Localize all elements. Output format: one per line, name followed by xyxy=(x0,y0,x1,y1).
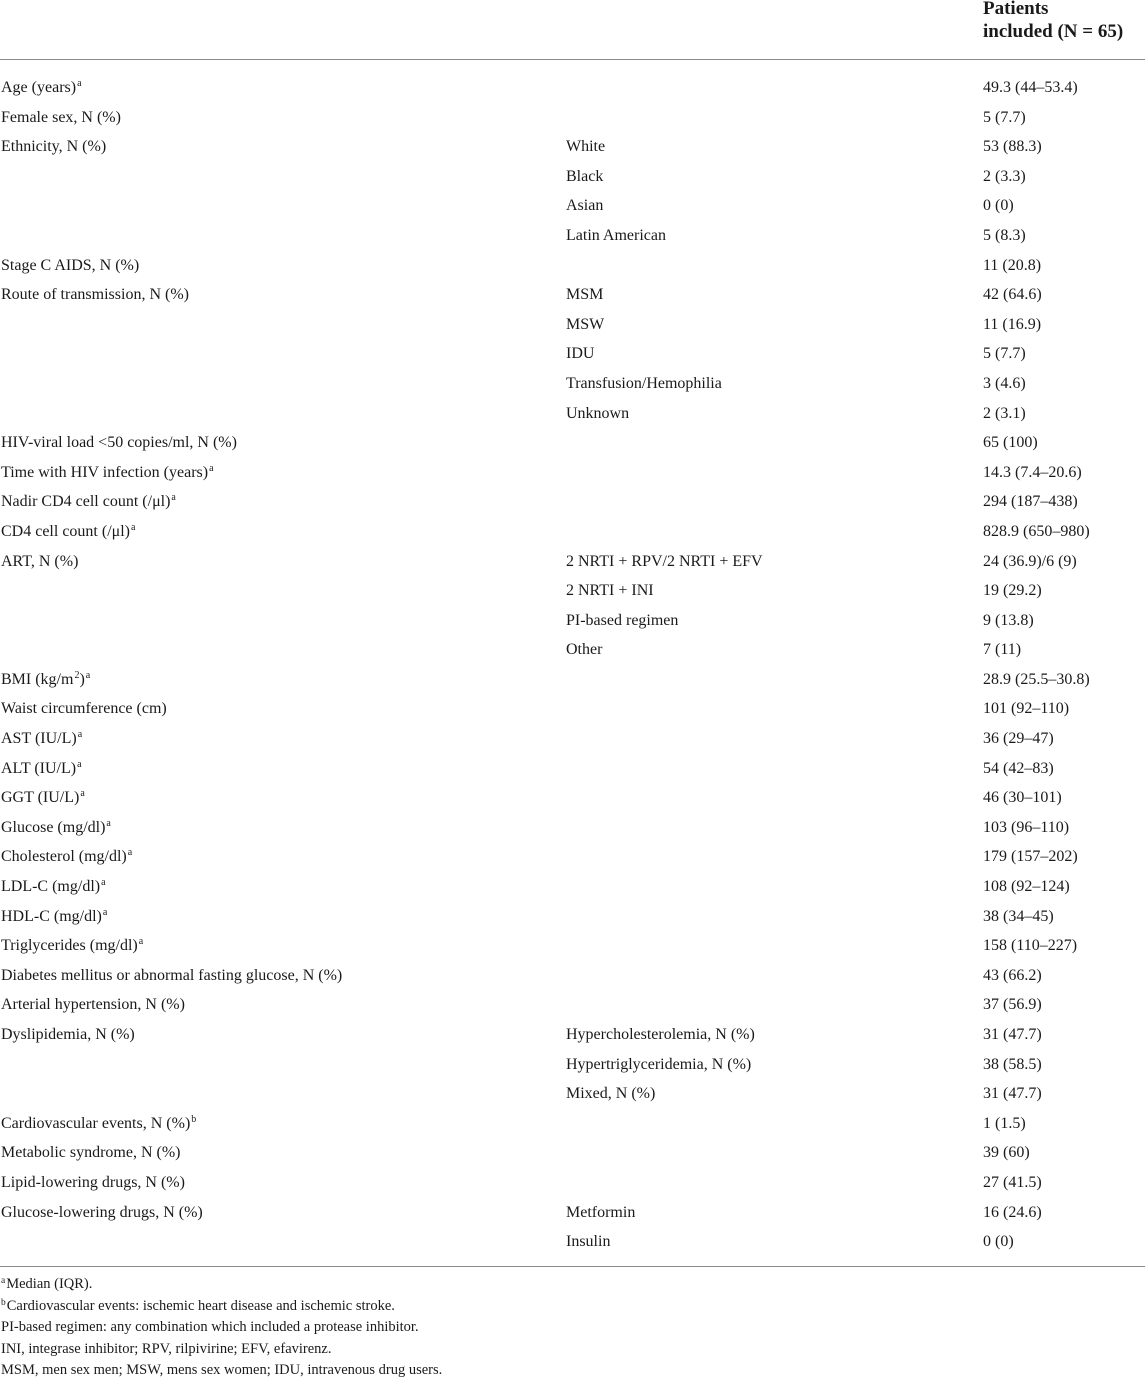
row-label xyxy=(1,1109,196,1139)
table-body xyxy=(0,60,1145,1257)
row-value: 31 (47.7) xyxy=(983,1026,1042,1043)
row-label-superscript: a xyxy=(138,936,144,948)
row-value: 54 (42–83) xyxy=(983,759,1054,777)
row-value: 3 (4.6) xyxy=(983,374,1026,392)
row-subcategory: Other xyxy=(566,641,603,659)
row-value: 0 (0) xyxy=(983,197,1014,215)
row-value: 103 (96–110) xyxy=(983,818,1070,836)
row-label-text: Arterial hypertension, N (%) xyxy=(1,996,185,1014)
table-row xyxy=(0,1227,1145,1257)
row-value: 9 (13.8) xyxy=(983,611,1034,629)
column-header-line-1: Patients xyxy=(983,0,1049,19)
table-row xyxy=(0,694,1145,724)
row-label-tail: ) xyxy=(79,670,85,688)
row-value: 19 (29.2) xyxy=(983,582,1042,600)
row-value: 11 (20.8) xyxy=(983,256,1042,274)
row-value: 43 (66.2) xyxy=(983,966,1042,984)
table-row xyxy=(0,813,1145,843)
table-row xyxy=(0,1168,1145,1198)
row-label xyxy=(1,487,176,517)
table-row xyxy=(0,132,1145,162)
row-subcategory: 2 NRTI + RPV/2 NRTI + EFV xyxy=(566,552,763,570)
footnote-text: INI, integrase inhibitor; RPV, rilpivirine; EFV, efavirenz. xyxy=(1,1340,332,1357)
footnote-text: PI-based regimen: any combination which included a protease inhibitor. xyxy=(1,1319,419,1336)
row-label-superscript: a xyxy=(171,492,176,504)
row-label-text: Diabetes mellitus or abnormal fasting glucose, N (%) xyxy=(1,966,343,984)
row-value: 28.9 (25.5–30.8) xyxy=(983,670,1090,688)
table-row xyxy=(0,487,1145,517)
row-label xyxy=(1,1138,181,1168)
row-label-text: ART, N (%) xyxy=(1,552,79,570)
row-label-text: CD4 cell count (/μl) xyxy=(1,522,130,540)
row-label xyxy=(1,754,82,784)
footnote-marker: a xyxy=(1,1276,6,1286)
row-label xyxy=(1,280,189,310)
table-row xyxy=(0,931,1145,961)
table-row xyxy=(0,872,1145,902)
row-label-text: HIV-viral load <50 copies/ml, N (%) xyxy=(1,434,237,452)
table-row xyxy=(0,310,1145,340)
row-value: 0 (0) xyxy=(983,1233,1014,1251)
row-label xyxy=(1,813,111,843)
table-row xyxy=(0,902,1145,932)
row-label-superscript: 2 xyxy=(74,669,80,681)
row-label xyxy=(1,458,214,488)
row-value: 158 (110–227) xyxy=(983,937,1078,955)
table-row xyxy=(0,399,1145,429)
row-label-superscript: a xyxy=(209,462,214,474)
table-row xyxy=(0,1109,1145,1139)
row-label-superscript: a xyxy=(131,521,136,533)
row-value: 65 (100) xyxy=(983,434,1038,452)
row-subcategory: Metformin xyxy=(566,1203,636,1221)
column-header-patients-included xyxy=(983,0,1145,43)
row-value: 294 (187–438) xyxy=(983,493,1078,511)
row-label-text: Cardiovascular events, N (%) xyxy=(1,1114,191,1132)
table-row xyxy=(0,191,1145,221)
row-subcategory: Hypertriglyceridemia, N (%) xyxy=(566,1055,752,1073)
row-value: 24 (36.9)/6 (9) xyxy=(983,552,1077,570)
row-label-text: Age (years) xyxy=(1,79,77,96)
column-header-line-2: included (N = 65) xyxy=(983,21,1124,42)
row-label-superscript: a xyxy=(80,788,85,800)
row-label xyxy=(1,132,106,162)
row-label xyxy=(1,1198,203,1228)
table-row xyxy=(0,162,1145,192)
row-label-superscript: a xyxy=(77,78,82,89)
row-value: 46 (30–101) xyxy=(983,789,1062,807)
row-value: 828.9 (650–980) xyxy=(983,522,1090,540)
row-label xyxy=(1,842,132,872)
row-value: 108 (92–124) xyxy=(983,878,1070,896)
row-subcategory: Unknown xyxy=(566,404,630,422)
row-label xyxy=(1,990,185,1020)
row-label xyxy=(1,517,135,547)
table-row xyxy=(0,73,1145,103)
row-label xyxy=(1,73,82,103)
row-subcategory: IDU xyxy=(566,345,595,363)
row-subcategory: 2 NRTI + INI xyxy=(566,582,654,600)
row-label-superscript: b xyxy=(191,1113,197,1125)
table-row xyxy=(0,606,1145,636)
row-value: 38 (34–45) xyxy=(983,907,1054,925)
row-label-text: Cholesterol (mg/dl) xyxy=(1,848,127,866)
row-value: 11 (16.9) xyxy=(983,315,1042,333)
table-row xyxy=(0,961,1145,991)
row-label-superscript: a xyxy=(77,758,82,770)
table-row xyxy=(0,635,1145,665)
table-row xyxy=(0,576,1145,606)
row-value: 42 (64.6) xyxy=(983,286,1042,304)
row-label xyxy=(1,103,121,133)
row-subcategory: Asian xyxy=(566,197,604,215)
table-row xyxy=(0,339,1145,369)
table-row xyxy=(0,369,1145,399)
row-label-text: Glucose-lowering drugs, N (%) xyxy=(1,1203,203,1221)
footnote xyxy=(1,1339,442,1361)
row-label-text: Waist circumference (cm) xyxy=(1,700,167,718)
row-label-text: LDL-C (mg/dl) xyxy=(1,878,101,896)
row-value: 49.3 (44–53.4) xyxy=(983,79,1078,96)
table-row xyxy=(0,103,1145,133)
table-row xyxy=(0,783,1145,813)
row-label-text: GGT (IU/L) xyxy=(1,789,80,807)
row-subcategory: Black xyxy=(566,167,604,185)
row-subcategory: White xyxy=(566,138,606,156)
footnote-text: Median (IQR). xyxy=(6,1276,93,1292)
row-label xyxy=(1,902,107,932)
row-subcategory: Latin American xyxy=(566,226,666,244)
row-value: 5 (8.3) xyxy=(983,226,1026,244)
row-value: 2 (3.3) xyxy=(983,167,1026,185)
row-label-text: HDL-C (mg/dl) xyxy=(1,907,102,925)
row-label xyxy=(1,872,106,902)
row-label xyxy=(1,665,90,695)
row-label xyxy=(1,547,78,577)
row-label xyxy=(1,724,82,754)
row-label-superscript: a xyxy=(101,877,106,889)
row-label-superscript: a xyxy=(106,817,111,829)
row-label xyxy=(1,931,143,961)
row-subcategory: MSW xyxy=(566,315,605,333)
row-label-superscript: a xyxy=(102,906,108,918)
row-value: 5 (7.7) xyxy=(983,345,1026,363)
row-value: 36 (29–47) xyxy=(983,730,1054,748)
row-label-superscript-2: a xyxy=(85,669,91,681)
table-row xyxy=(0,428,1145,458)
table-row xyxy=(0,1198,1145,1228)
row-label-text: AST (IU/L) xyxy=(1,730,77,748)
row-label-superscript: a xyxy=(127,847,133,859)
row-label-text: Glucose (mg/dl) xyxy=(1,818,106,836)
table-row xyxy=(0,517,1145,547)
row-label-text: Metabolic syndrome, N (%) xyxy=(1,1144,181,1162)
row-label-text: Route of transmission, N (%) xyxy=(1,286,189,304)
footnote xyxy=(1,1296,442,1318)
table-row xyxy=(0,1138,1145,1168)
table-row xyxy=(0,1079,1145,1109)
footnote-marker: b xyxy=(1,1297,6,1308)
row-value: 14.3 (7.4–20.6) xyxy=(983,463,1082,481)
table-row xyxy=(0,724,1145,754)
row-label-superscript: a xyxy=(77,729,83,741)
row-value: 53 (88.3) xyxy=(983,138,1042,156)
row-label-text: Lipid-lowering drugs, N (%) xyxy=(1,1173,185,1191)
row-subcategory: Insulin xyxy=(566,1233,611,1251)
row-label-text: Time with HIV infection (years) xyxy=(1,463,209,481)
footnote xyxy=(1,1317,442,1339)
table-header xyxy=(0,0,1145,60)
table-row xyxy=(0,458,1145,488)
row-value: 2 (3.1) xyxy=(983,404,1026,422)
row-label xyxy=(1,694,167,724)
row-value: 101 (92–110) xyxy=(983,700,1070,718)
table-row xyxy=(0,754,1145,784)
footnote xyxy=(1,1274,442,1296)
row-label-text: BMI (kg/m xyxy=(1,670,74,688)
row-value: 7 (11) xyxy=(983,641,1022,659)
row-value: 16 (24.6) xyxy=(983,1203,1042,1221)
row-subcategory: Hypercholesterolemia, N (%) xyxy=(566,1026,755,1043)
footnote xyxy=(1,1360,442,1382)
row-value: 1 (1.5) xyxy=(983,1114,1026,1132)
row-label xyxy=(1,1168,185,1198)
table-row xyxy=(0,280,1145,310)
row-label xyxy=(1,428,237,458)
row-value: 27 (41.5) xyxy=(983,1173,1042,1191)
row-label-text: Dyslipidemia, N (%) xyxy=(1,1026,135,1043)
row-value: 39 (60) xyxy=(983,1144,1030,1162)
row-value: 5 (7.7) xyxy=(983,108,1026,126)
row-label-text: Stage C AIDS, N (%) xyxy=(1,256,140,274)
row-subcategory: Mixed, N (%) xyxy=(566,1085,656,1103)
table-row xyxy=(0,990,1145,1020)
row-value: 37 (56.9) xyxy=(983,996,1042,1014)
row-subcategory: PI-based regimen xyxy=(566,611,679,629)
footnote-text: MSM, men sex men; MSW, mens sex women; IDU, intravenous drug users. xyxy=(1,1362,443,1379)
row-value: 38 (58.5) xyxy=(983,1055,1042,1073)
table-row xyxy=(0,1020,1145,1050)
row-label xyxy=(1,961,342,991)
row-label-text: Nadir CD4 cell count (/μl) xyxy=(1,493,171,511)
table-row xyxy=(0,1050,1145,1080)
row-subcategory: MSM xyxy=(566,286,604,304)
row-label-text: Triglycerides (mg/dl) xyxy=(1,937,138,955)
table-row xyxy=(0,221,1145,251)
row-label-text: Female sex, N (%) xyxy=(1,108,121,126)
footnote-divider xyxy=(0,1266,1145,1267)
table-row xyxy=(0,251,1145,281)
row-label xyxy=(1,1020,135,1050)
row-value: 179 (157–202) xyxy=(983,848,1078,866)
row-value: 31 (47.7) xyxy=(983,1085,1042,1103)
table-row xyxy=(0,842,1145,872)
row-label xyxy=(1,251,139,281)
table-row xyxy=(0,665,1145,695)
row-label xyxy=(1,783,85,813)
table-footnotes xyxy=(1,1274,442,1382)
row-subcategory: Transfusion/Hemophilia xyxy=(566,374,722,392)
footnote-text: Cardiovascular events: ischemic heart disease and ischemic stroke. xyxy=(6,1297,395,1314)
table-row xyxy=(0,547,1145,577)
row-label-text: Ethnicity, N (%) xyxy=(1,138,107,156)
row-label-text: ALT (IU/L) xyxy=(1,759,77,777)
